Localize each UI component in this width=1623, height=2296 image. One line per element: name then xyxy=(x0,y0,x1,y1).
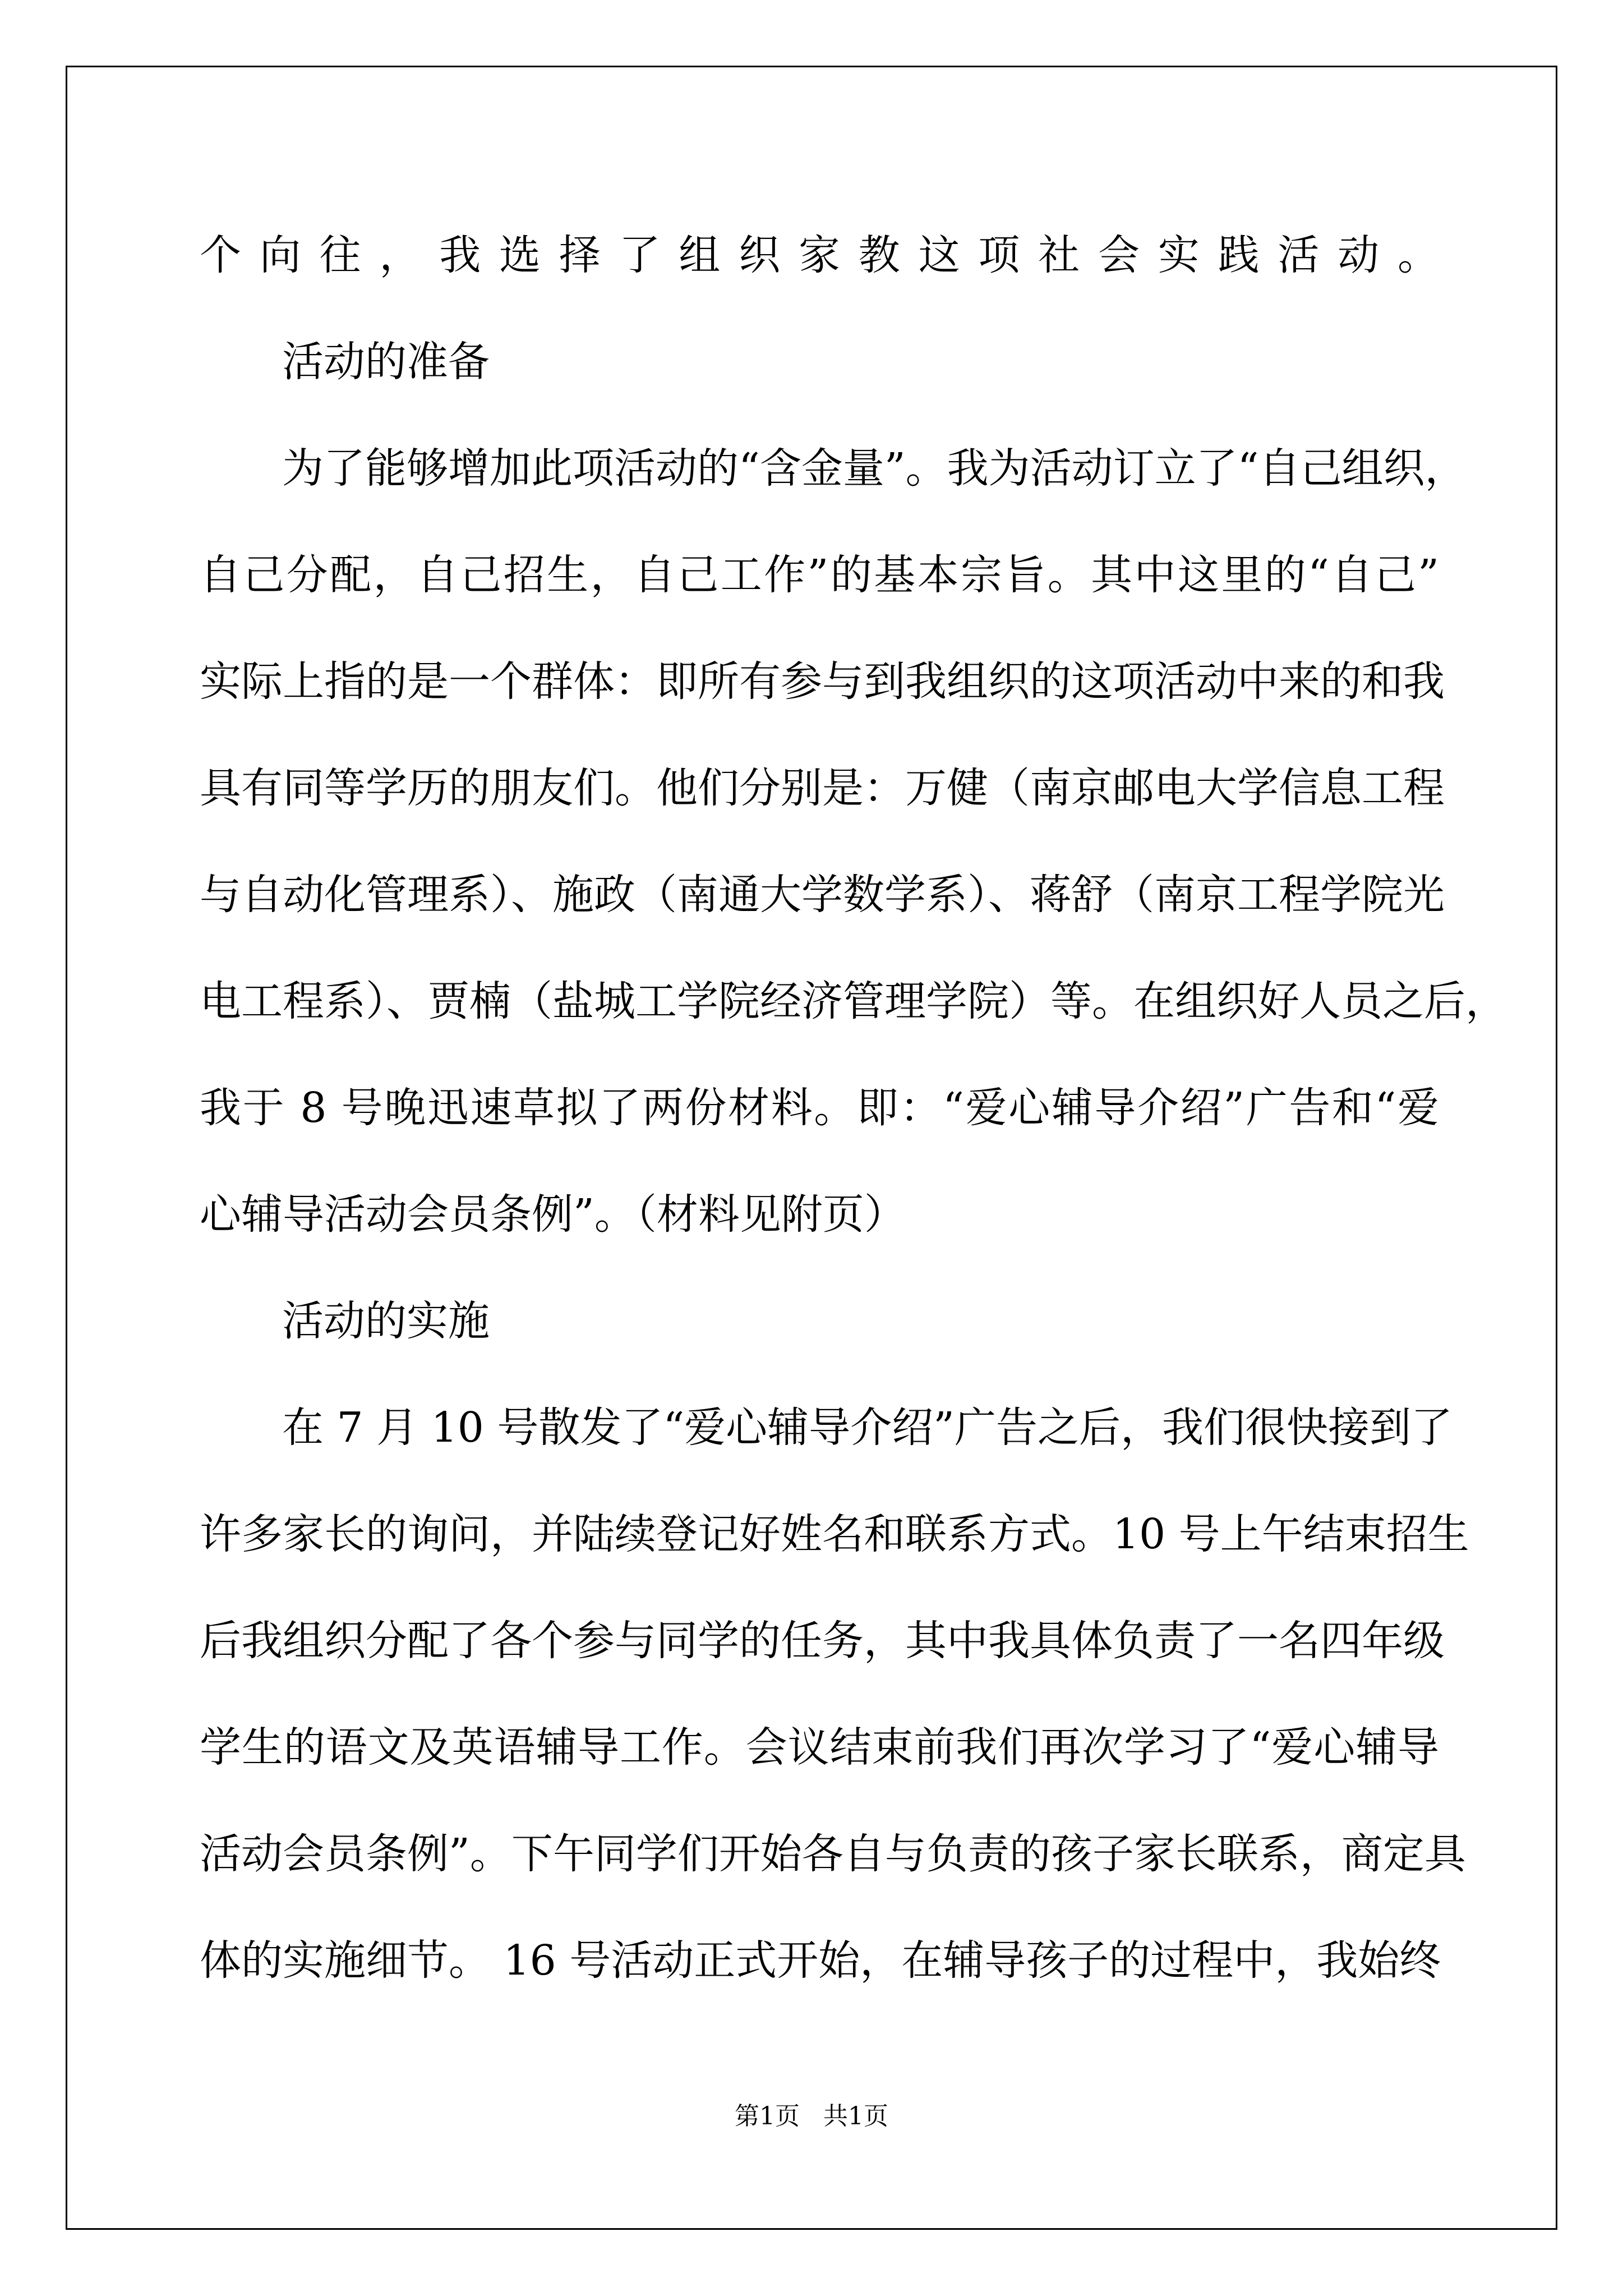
text-line-3: 为了能够增加此项活动的“含金量”。我为活动订立了“自己组织， xyxy=(282,444,1467,493)
page-number: 第1页 xyxy=(735,2102,800,2131)
text-line-16: 活动会员条例”。下午同学们开始各自与负责的孩子家长联系，商定具 xyxy=(200,1830,1466,1878)
text-line-9: 我于 8 号晚迅速草拟了两份材料。即：“爱心辅导介绍”广告和“爱 xyxy=(200,1084,1439,1132)
text-line-12: 在 7 月 10 号散发了“爱心辅导介绍”广告之后，我们很快接到了 xyxy=(282,1404,1453,1452)
page-footer xyxy=(0,2096,1623,2132)
text-line-4: 自己分配，自己招生，自己工作”的基本宗旨。其中这里的“自己” xyxy=(200,551,1439,599)
text-line-6: 具有同等学历的朋友们。他们分别是：万健（南京邮电大学信息工程 xyxy=(200,764,1445,812)
text-line-15: 学生的语文及英语辅导工作。会议结束前我们再次学习了“爱心辅导 xyxy=(200,1723,1439,1772)
text-line-8: 电工程系）、贾楠（盐城工学院经济管理学院）等。在组织好人员之后， xyxy=(200,977,1507,1025)
document-body xyxy=(200,202,1507,2014)
text-line-14: 后我组织分配了各个参与同学的任务，其中我具体负责了一名四年级 xyxy=(200,1617,1445,1665)
text-line-5: 实际上指的是一个群体：即所有参与到我组织的这项活动中来的和我 xyxy=(200,657,1445,706)
text-line-10: 心辅导活动会员条例”。（材料见附页） xyxy=(200,1190,906,1239)
text-line-7: 与自动化管理系）、施政（南通大学数学系）、蒋舒（南京工程学院光 xyxy=(200,871,1445,919)
text-line-1: 个向往，我选择了组织家教这项社会实践活动。 xyxy=(200,231,1439,279)
section-heading-implementation: 活动的实施 xyxy=(282,1297,490,1345)
text-line-13: 许多家长的询问，并陆续登记好姓名和联系方式。10 号上午结束招生 xyxy=(200,1510,1469,1558)
text-line-17: 体的实施细节。 16 号活动正式开始，在辅导孩子的过程中，我始终 xyxy=(200,1936,1441,1985)
section-heading-preparation: 活动的准备 xyxy=(282,338,490,386)
page-total: 共1页 xyxy=(823,2102,888,2131)
